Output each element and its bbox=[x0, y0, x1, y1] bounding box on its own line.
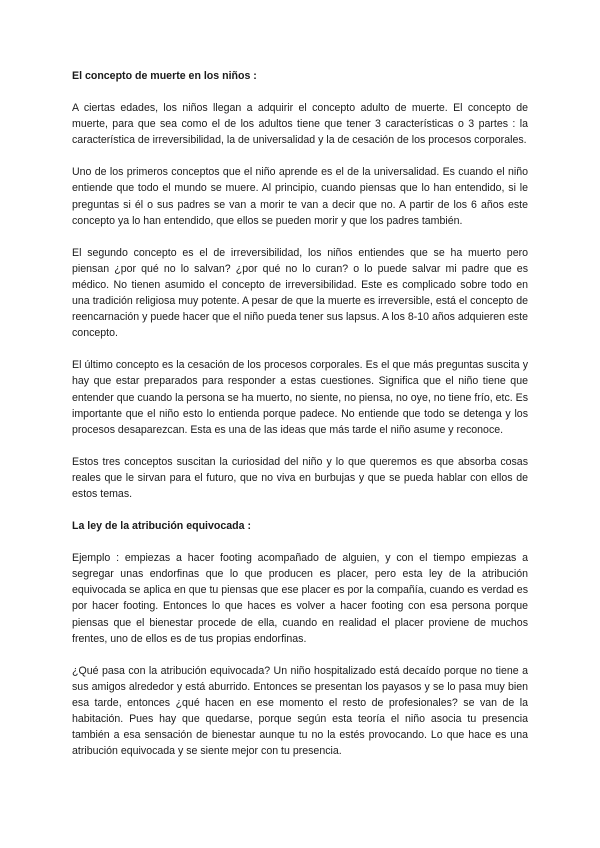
section-heading: La ley de la atribución equivocada : bbox=[72, 520, 251, 533]
section-heading: El concepto de muerte en los niños : bbox=[72, 70, 257, 82]
paragraph: El último concepto es la cesación de los procesos corporales. Es el que más preguntas suscita y hay que estar preparados para responder a estas cuestiones. Significa que el niño tiene que entender que cuando la persona se ha muerto, no siente, no piensa, no oye, no tiene frío, etc. Es importante que el niño esto lo entienda porque padece. No entiende que todo se detenga y los procesos desaparezcan. Esta es una de las ideas que más tarde el niño asume y reconoce. bbox=[72, 359, 528, 436]
paragraph: ¿Qué pasa con la atribución equivocada? Un niño hospitalizado está decaído porque no tiene a sus amigos alrededor y está aburrido. Entonces se presentan los payasos y se lo pasa muy bien esa tarde, entonces ¿qué hacen en ese momento el resto de profesionales? se van de la habitación. Pues hay que quedarse, porque según esta teoría el niño asocia tu presencia también a esa sensación de bienestar aunque tu no la estés provocando. Lo que hace es una atribución equivocada y se siente mejor con tu presencia. bbox=[72, 664, 528, 758]
section-death-concept bbox=[72, 68, 528, 502]
paragraph: El segundo concepto es el de irreversibilidad, los niños entiendes que se ha muerto pero piensan ¿por qué no lo salvan? ¿por qué no lo curan? o lo puede salvar mi padre que es médico. No tienen asumido el concepto de irreversibilidad. Este es complicado sobre todo en una tradición religiosa muy potente. A pesar de que la muerte es irreversible, está el concepto de reencarnación y puede hacer que el niño pueda tener sus lapsus. A los 8-10 años adquieren este concepto. bbox=[72, 246, 528, 340]
section-misattribution-law bbox=[72, 518, 528, 759]
paragraph: Ejemplo : empiezas a hacer footing acompañado de alguien, y con el tiempo empiezas a segregar unas endorfinas que lo que producen es placer, pero esta ley de la atribución equivocada se aplica en que tu piensas que ese placer es por la compañía, cuando es verdad es por hacer footing. Entonces lo que haces es volver a hacer footing con esa persona porque piensas que el bienestar procede de ella, cuando en realidad el placer proviene de muchos frentes, uno de ellos es de tus propias endorfinas. bbox=[72, 552, 528, 645]
paragraph: Estos tres conceptos suscitan la curiosidad del niño y lo que queremos es que absorba cosas reales que le sirvan para el futuro, que no viva en burbujas y que se pueda hablar con ellos de estos temas. bbox=[72, 455, 528, 500]
document-page bbox=[72, 68, 528, 759]
paragraph: Uno de los primeros conceptos que el niño aprende es el de la universalidad. Es cuando el niño entiende que todo el mundo se muere. Al principio, cuando piensas que lo han entendido, si le preguntas si él o sus padres se van a morir te van a decir que no. A partir de los 6 años este concepto ya lo han entendido, que ellos se pueden morir y que los padres también. bbox=[72, 166, 528, 227]
paragraph: A ciertas edades, los niños llegan a adquirir el concepto adulto de muerte. El concepto de muerte, para que sea como el de los adultos tiene que tener 3 características o 3 partes : la característica de irreversibilidad, la de universalidad y la de cesación de los procesos corporales. bbox=[72, 102, 528, 147]
